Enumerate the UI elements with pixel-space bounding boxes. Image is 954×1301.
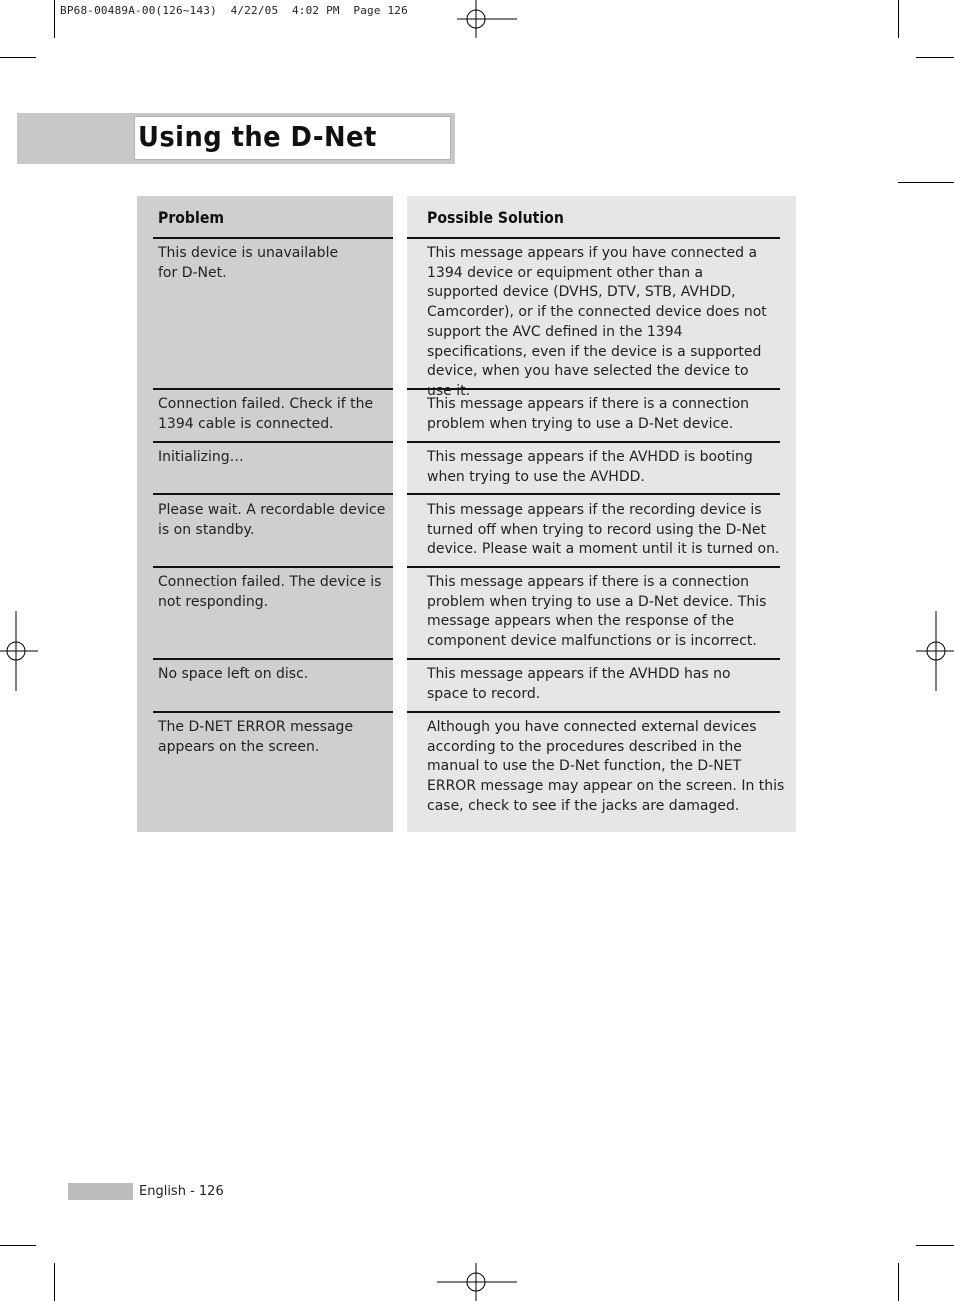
table-row-1-solution: This message appears if you have connected a 1394 device or equipment other than a supported device (DVHS, DTV, STB, AVHDD, Camcorder), or if the connected device does not support the AVC defined in the 1394 specifications, even if the device is a supported device, when you have selected the device to use it. [427,245,767,399]
solution-header: Possible Solution [427,208,564,227]
table-row-4-solution: This message appears if the recording device is turned off when trying to record using the D-Net device. Please wait a moment until it is turned on. [427,502,780,558]
page-title: Using the D-Net [138,120,377,153]
registration-mark-left [0,611,38,691]
table-row-4-problem: Please wait. A recordable device is on standby. [158,502,386,538]
page-number: English - 126 [139,1184,224,1199]
table-row-6-problem: No space left on disc. [158,666,309,682]
table-row-7-solution: Although you have connected external devices according to the procedures described in the manual to use the D-Net function, the D-NET ERROR message may appear on the screen. In this case, check to see if the jacks are damaged. [427,719,785,814]
table-row-2-solution: This message appears if there is a connection problem when trying to use a D-Net device. [427,396,750,432]
table-row-3-problem: Initializing… [158,449,244,465]
table-row-6-solution: This message appears if the AVHDD has no space to record. [427,666,731,702]
registration-mark-top [457,0,517,38]
table-row-5-solution: This message appears if there is a connection problem when trying to use a D-Net device. This message appears when the response of the component device malfunctions or is incorrect. [427,574,767,650]
table-row-7-problem: The D-NET ERROR message appears on the screen. [158,719,354,755]
footer-bar [68,1183,133,1200]
table-row-2-problem: Connection failed. Check if the 1394 cable is connected. [158,396,374,432]
table-row-5-problem: Connection failed. The device is not responding. [158,574,382,610]
print-slug: BP68-00489A-00(126~143) 4/22/05 4:02 PM Page 126 [60,4,408,17]
table-row-1-problem: This device is unavailable for D-Net. [158,245,339,281]
problem-header: Problem [158,208,225,227]
registration-mark-right [916,611,954,691]
registration-mark-bottom [437,1263,517,1301]
table-row-3-solution: This message appears if the AVHDD is booting when trying to use the AVHDD. [427,449,753,485]
